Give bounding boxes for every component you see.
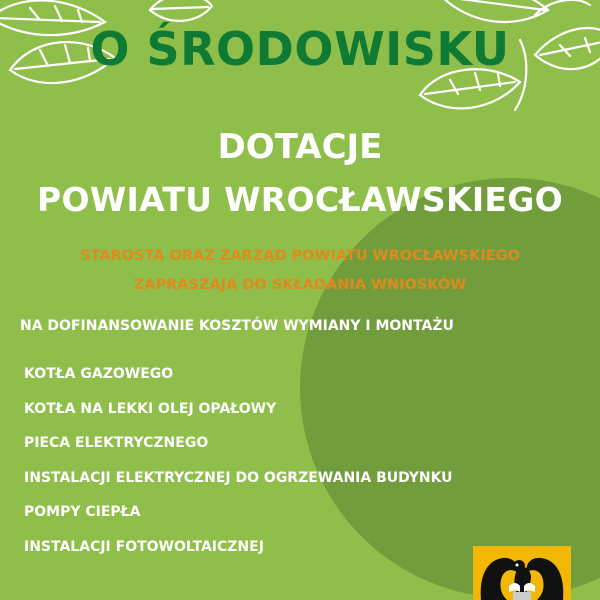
list-item: PIECA ELEKTRYCZNEGO [24, 435, 209, 451]
list-item: POMPY CIEPŁA [24, 504, 141, 520]
list-item: INSTALACJI ELEKTRYCZNEJ DO OGRZEWANIA BUDYNKU [24, 469, 453, 486]
intro-text: NA DOFINANSOWANIE KOSZTÓW WYMIANY I MONTAŻU [20, 318, 454, 334]
headline: O ŚRODOWISKU [90, 22, 510, 76]
eagle-icon [473, 546, 571, 600]
items-list [24, 357, 453, 564]
subtitle-line-1: STAROSTA ORAZ ZARZĄD POWIATU WROCŁAWSKIEGO [80, 248, 520, 264]
title-line-2: POWIATU WROCŁAWSKIEGO [36, 180, 564, 219]
list-item: INSTALACJI FOTOWOLTAICZNEJ [24, 538, 264, 555]
list-item: KOTŁA GAZOWEGO [24, 366, 174, 382]
title-line-1: DOTACJE [217, 127, 383, 167]
list-item: KOTŁA NA LEKKI OLEJ OPAŁOWY [24, 400, 277, 417]
subtitle-line-2: ZAPRASZAJĄ DO SKŁADANIA WNIOSKÓW [133, 277, 467, 293]
coat-of-arms-logo [473, 546, 571, 600]
